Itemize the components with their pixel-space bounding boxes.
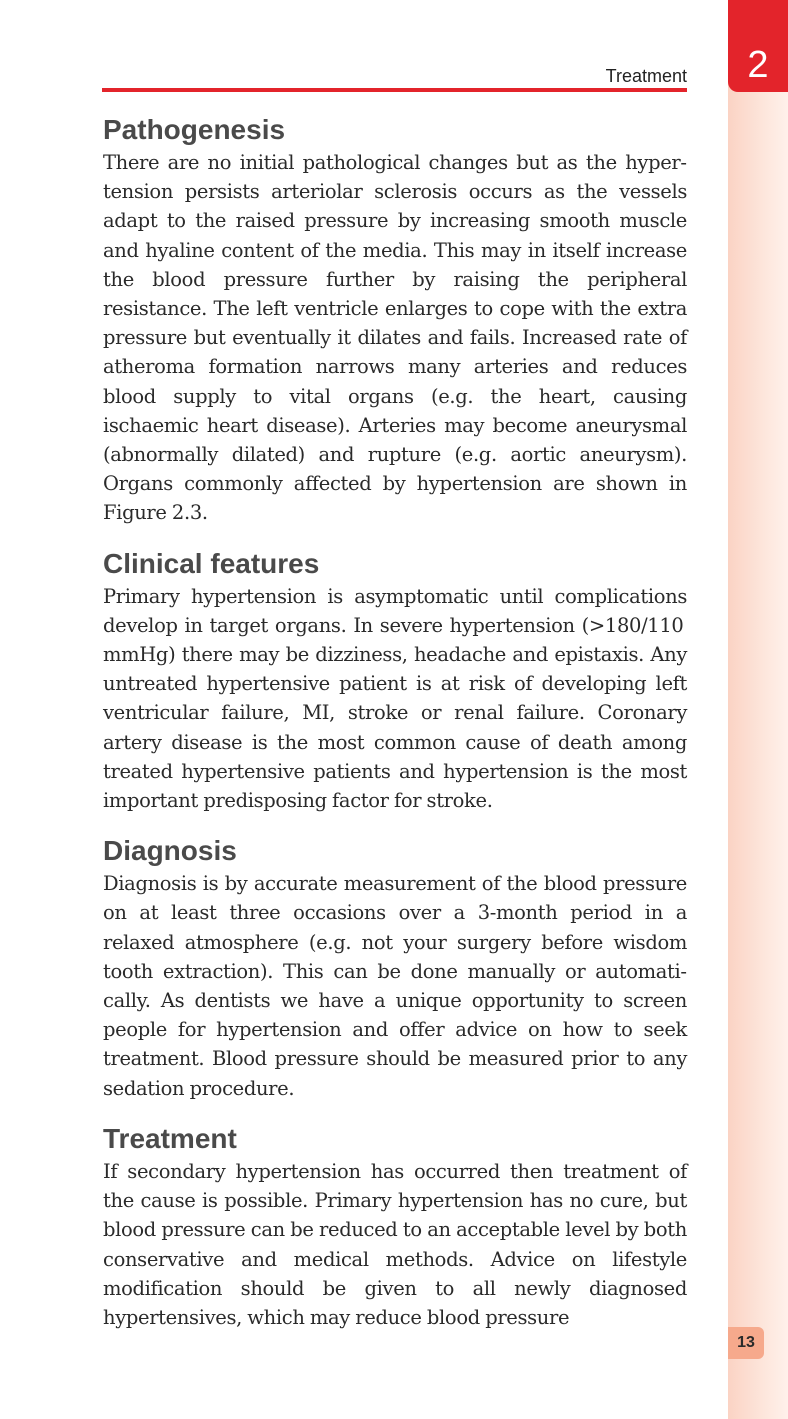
section-heading: Treatment <box>103 1122 237 1154</box>
chapter-tab <box>728 0 788 92</box>
section-body: There are no initial pathological changes but as the hypertension persists arteriolar sclerosis occurs as the vessels adapt to the raised pressure by increasing smooth muscle and hyaline content of the media. This may in itself increase the blood pressure further by raising the peripheral resistance. The left ventricle enlarges to cope with the extra pressure but eventually it dilates and fails. Increased rate of atheroma formation narrows many arteries and reduces blood supply to vital organs (e.g. the heart, causing ischaemic heart disease). Arteries may become aneurysmal (abnormally dilated) and rupture (e.g. aortic aneurysm). Organs commonly affected by hypertension are shown in Figure 2.3. <box>103 151 687 525</box>
section-heading: Diagnosis <box>103 835 237 867</box>
section-heading: Pathogenesis <box>103 114 286 145</box>
section-body: Diagnosis is by accurate measurement of the blood pressure on at least three occasions over a 3-month period in a relaxed atmosphere (e.g. not your surgery before wisdom tooth extraction). This can be done manually or automatically. As dentists we have a unique opportunity to screen people for hypertension and offer advice on how to seek treatment. Blood pressure should be measured prior to any sedation procedure. <box>103 872 687 1100</box>
section-treatment <box>103 1121 687 1332</box>
page-number-tab <box>728 1327 764 1359</box>
page-content <box>103 112 687 1350</box>
side-margin-strip <box>728 0 788 1419</box>
section-body: If secondary hypertension has occurred then treatment of the cause is possible. Primary hypertension has no cure, but blood pressure can be reduced to an acceptable level by both conservative and medical methods. Advice on lifestyle modification should be given to all newly diagnosed hypertensives, which may reduce blood pressure <box>103 1159 687 1329</box>
section-clinical-features <box>103 546 687 816</box>
section-pathogenesis <box>103 112 687 528</box>
header-rule <box>102 88 687 92</box>
chapter-number: 2 <box>747 44 769 86</box>
page-number: 13 <box>737 1334 755 1351</box>
section-diagnosis <box>103 833 687 1103</box>
section-body: Primary hypertension is asymptomatic until complications develop in target organs. In severe hypertension (>180/110 mmHg) there may be dizziness, headache and epistaxis. Any untreated hypertensive patient is at risk of developing left ventricular failure, MI, stroke or renal failure. Coronary artery disease is the most common cause of death among treated hypertensive patients and hypertension is the most important predisposing factor for stroke. <box>103 584 687 813</box>
section-heading: Clinical features <box>103 547 320 579</box>
running-head: Treatment <box>605 66 687 86</box>
